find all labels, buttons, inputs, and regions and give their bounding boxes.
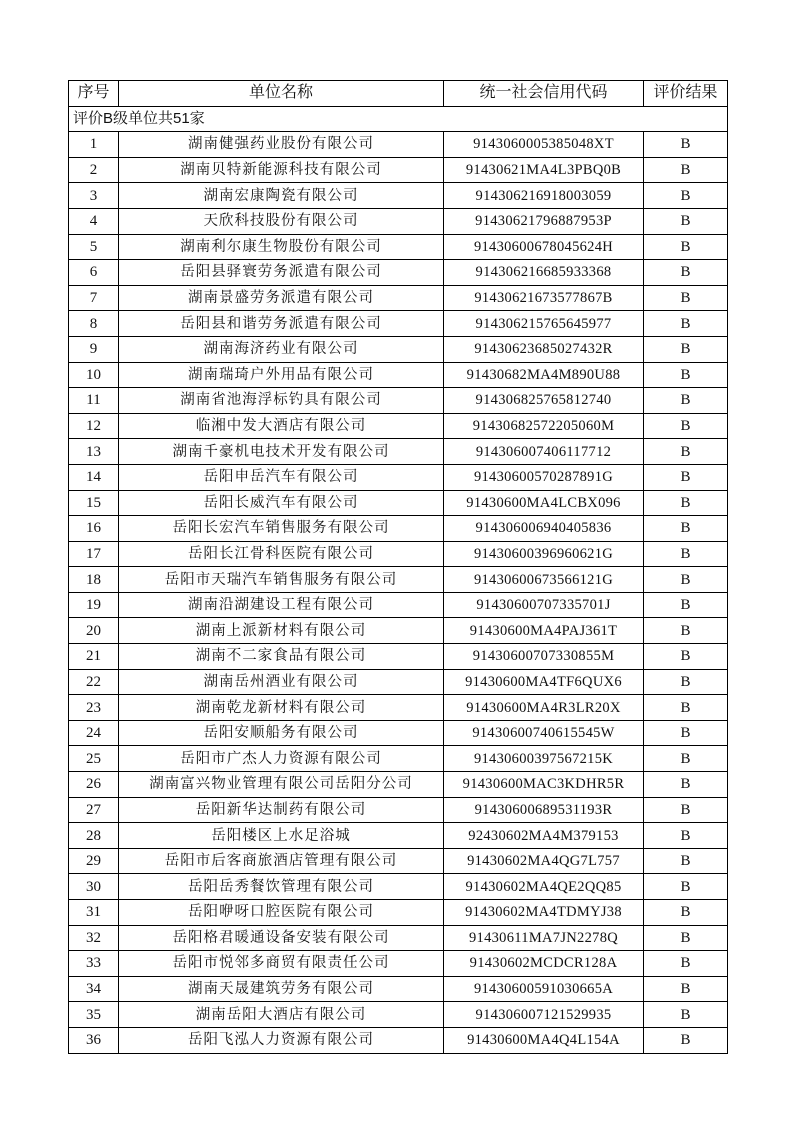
rating-result: B (644, 874, 728, 900)
row-number: 30 (69, 874, 119, 900)
rating-result: B (644, 234, 728, 260)
rating-result: B (644, 388, 728, 414)
credit-code: 91430600MA4R3LR20X (444, 695, 644, 721)
row-number: 26 (69, 772, 119, 798)
company-name: 湖南海济药业有限公司 (119, 336, 444, 362)
row-number: 14 (69, 464, 119, 490)
table-row (69, 183, 728, 209)
table-row (69, 516, 728, 542)
row-number: 18 (69, 567, 119, 593)
table-row (69, 208, 728, 234)
row-number: 10 (69, 362, 119, 388)
credit-code: 914306007406117712 (444, 439, 644, 465)
company-name: 临湘中发大酒店有限公司 (119, 413, 444, 439)
rating-result: B (644, 311, 728, 337)
table-row (69, 618, 728, 644)
company-name: 天欣科技股份有限公司 (119, 208, 444, 234)
company-name: 岳阳安顺船务有限公司 (119, 720, 444, 746)
row-number: 5 (69, 234, 119, 260)
row-number: 16 (69, 516, 119, 542)
company-name: 岳阳长江骨科医院有限公司 (119, 541, 444, 567)
row-number: 29 (69, 848, 119, 874)
company-name: 湖南利尔康生物股份有限公司 (119, 234, 444, 260)
rating-result: B (644, 439, 728, 465)
company-name: 岳阳县驿寰劳务派遣有限公司 (119, 260, 444, 286)
credit-code: 91430682MA4M890U88 (444, 362, 644, 388)
table-row (69, 132, 728, 158)
credit-code: 91430600MA4TF6QUX6 (444, 669, 644, 695)
credit-code: 91430621673577867B (444, 285, 644, 311)
credit-code: 914306216918003059 (444, 183, 644, 209)
company-name: 湖南上派新材料有限公司 (119, 618, 444, 644)
credit-code: 91430600678045624H (444, 234, 644, 260)
rating-result: B (644, 541, 728, 567)
table-row (69, 541, 728, 567)
company-name: 岳阳长威汽车有限公司 (119, 490, 444, 516)
rating-result: B (644, 976, 728, 1002)
credit-code: 91430602MA4QG7L757 (444, 848, 644, 874)
credit-code: 91430600396960621G (444, 541, 644, 567)
credit-code: 91430600673566121G (444, 567, 644, 593)
table-row (69, 951, 728, 977)
company-name: 湖南岳阳大酒店有限公司 (119, 1002, 444, 1028)
company-name: 湖南不二家食品有限公司 (119, 644, 444, 670)
table-row (69, 413, 728, 439)
company-name: 岳阳市后客商旅酒店管理有限公司 (119, 848, 444, 874)
credit-code: 91430600MA4PAJ361T (444, 618, 644, 644)
credit-code: 91430600397567215K (444, 746, 644, 772)
company-name: 湖南瑞琦户外用品有限公司 (119, 362, 444, 388)
row-number: 20 (69, 618, 119, 644)
rating-result: B (644, 925, 728, 951)
row-number: 35 (69, 1002, 119, 1028)
table-row (69, 464, 728, 490)
rating-result: B (644, 644, 728, 670)
table-row (69, 695, 728, 721)
header-name: 单位名称 (119, 81, 444, 107)
table-row (69, 567, 728, 593)
company-name: 湖南景盛劳务派遣有限公司 (119, 285, 444, 311)
company-name: 湖南千豪机电技术开发有限公司 (119, 439, 444, 465)
section-row (69, 106, 728, 132)
company-name: 湖南省池海浮标钓具有限公司 (119, 388, 444, 414)
company-name: 湖南沿湖建设工程有限公司 (119, 592, 444, 618)
credit-code: 91430611MA7JN2278Q (444, 925, 644, 951)
company-name: 岳阳申岳汽车有限公司 (119, 464, 444, 490)
rating-result: B (644, 285, 728, 311)
row-number: 25 (69, 746, 119, 772)
rating-table (68, 80, 728, 1054)
rating-result: B (644, 772, 728, 798)
section-title: 评价B级单位共51家 (69, 106, 728, 132)
company-name: 湖南健强药业股份有限公司 (119, 132, 444, 158)
row-number: 33 (69, 951, 119, 977)
rating-result: B (644, 490, 728, 516)
table-row (69, 823, 728, 849)
rating-result: B (644, 260, 728, 286)
table-row (69, 746, 728, 772)
company-name: 岳阳格君暖通设备安装有限公司 (119, 925, 444, 951)
row-number: 1 (69, 132, 119, 158)
company-name: 岳阳飞泓人力资源有限公司 (119, 1027, 444, 1053)
credit-code: 91430621MA4L3PBQ0B (444, 157, 644, 183)
table-row (69, 644, 728, 670)
row-number: 28 (69, 823, 119, 849)
header-no: 序号 (69, 81, 119, 107)
row-number: 17 (69, 541, 119, 567)
credit-code: 91430602MA4QE2QQ85 (444, 874, 644, 900)
rating-result: B (644, 567, 728, 593)
header-row (69, 81, 728, 107)
credit-code: 91430600740615545W (444, 720, 644, 746)
rating-result: B (644, 413, 728, 439)
table-row (69, 1002, 728, 1028)
row-number: 7 (69, 285, 119, 311)
rating-result: B (644, 848, 728, 874)
rating-result: B (644, 516, 728, 542)
company-name: 岳阳市天瑞汽车销售服务有限公司 (119, 567, 444, 593)
row-number: 19 (69, 592, 119, 618)
credit-code: 92430602MA4M379153 (444, 823, 644, 849)
row-number: 2 (69, 157, 119, 183)
table-row (69, 592, 728, 618)
credit-code: 91430600MA4Q4L154A (444, 1027, 644, 1053)
rating-result: B (644, 464, 728, 490)
rating-result: B (644, 1027, 728, 1053)
credit-code: 91430621796887953P (444, 208, 644, 234)
rating-result: B (644, 695, 728, 721)
row-number: 23 (69, 695, 119, 721)
table-row (69, 311, 728, 337)
table-row (69, 669, 728, 695)
credit-code: 914306007121529935 (444, 1002, 644, 1028)
row-number: 9 (69, 336, 119, 362)
company-name: 湖南乾龙新材料有限公司 (119, 695, 444, 721)
table-row (69, 797, 728, 823)
rating-result: B (644, 618, 728, 644)
credit-code: 91430600707330855M (444, 644, 644, 670)
row-number: 34 (69, 976, 119, 1002)
table-row (69, 976, 728, 1002)
company-name: 湖南岳州酒业有限公司 (119, 669, 444, 695)
table-row (69, 490, 728, 516)
row-number: 3 (69, 183, 119, 209)
row-number: 27 (69, 797, 119, 823)
credit-code: 91430600MA4LCBX096 (444, 490, 644, 516)
credit-code: 91430623685027432R (444, 336, 644, 362)
credit-code: 91430600689531193R (444, 797, 644, 823)
rating-result: B (644, 157, 728, 183)
table-row (69, 720, 728, 746)
credit-code: 91430600591030665A (444, 976, 644, 1002)
row-number: 21 (69, 644, 119, 670)
row-number: 12 (69, 413, 119, 439)
credit-code: 9143060005385048XT (444, 132, 644, 158)
company-name: 岳阳咿呀口腔医院有限公司 (119, 900, 444, 926)
row-number: 22 (69, 669, 119, 695)
row-number: 31 (69, 900, 119, 926)
table-row (69, 1027, 728, 1053)
table-row (69, 772, 728, 798)
table-row (69, 260, 728, 286)
credit-code: 91430602MCDCR128A (444, 951, 644, 977)
rating-result: B (644, 132, 728, 158)
row-number: 32 (69, 925, 119, 951)
credit-code: 914306825765812740 (444, 388, 644, 414)
rating-result: B (644, 797, 728, 823)
table-row (69, 234, 728, 260)
table-row (69, 157, 728, 183)
company-name: 岳阳岳秀餐饮管理有限公司 (119, 874, 444, 900)
table-row (69, 362, 728, 388)
company-name: 岳阳市广杰人力资源有限公司 (119, 746, 444, 772)
rating-result: B (644, 746, 728, 772)
table-row (69, 925, 728, 951)
row-number: 24 (69, 720, 119, 746)
rating-result: B (644, 669, 728, 695)
credit-code: 91430600707335701J (444, 592, 644, 618)
table-row (69, 848, 728, 874)
rating-result: B (644, 208, 728, 234)
credit-code: 914306006940405836 (444, 516, 644, 542)
company-name: 岳阳长宏汽车销售服务有限公司 (119, 516, 444, 542)
rating-result: B (644, 592, 728, 618)
credit-code: 91430600MAC3KDHR5R (444, 772, 644, 798)
table-row (69, 874, 728, 900)
credit-code: 914306216685933368 (444, 260, 644, 286)
table-row (69, 439, 728, 465)
row-number: 36 (69, 1027, 119, 1053)
row-number: 8 (69, 311, 119, 337)
table-row (69, 285, 728, 311)
rating-result: B (644, 951, 728, 977)
rating-result: B (644, 823, 728, 849)
table-row (69, 336, 728, 362)
credit-code: 91430602MA4TDMYJ38 (444, 900, 644, 926)
company-name: 岳阳楼区上水足浴城 (119, 823, 444, 849)
header-code: 统一社会信用代码 (444, 81, 644, 107)
credit-code: 91430600570287891G (444, 464, 644, 490)
row-number: 13 (69, 439, 119, 465)
rating-result: B (644, 362, 728, 388)
company-name: 岳阳县和谐劳务派遣有限公司 (119, 311, 444, 337)
rating-result: B (644, 900, 728, 926)
row-number: 15 (69, 490, 119, 516)
rating-result: B (644, 336, 728, 362)
row-number: 6 (69, 260, 119, 286)
credit-code: 91430682572205060M (444, 413, 644, 439)
company-name: 湖南贝特新能源科技有限公司 (119, 157, 444, 183)
row-number: 11 (69, 388, 119, 414)
company-name: 湖南天晟建筑劳务有限公司 (119, 976, 444, 1002)
table-row (69, 900, 728, 926)
company-name: 湖南富兴物业管理有限公司岳阳分公司 (119, 772, 444, 798)
company-name: 岳阳市悦邻多商贸有限责任公司 (119, 951, 444, 977)
rating-result: B (644, 1002, 728, 1028)
header-result: 评价结果 (644, 81, 728, 107)
table-row (69, 388, 728, 414)
company-name: 岳阳新华达制药有限公司 (119, 797, 444, 823)
row-number: 4 (69, 208, 119, 234)
rating-result: B (644, 720, 728, 746)
company-name: 湖南宏康陶瓷有限公司 (119, 183, 444, 209)
rating-result: B (644, 183, 728, 209)
credit-code: 914306215765645977 (444, 311, 644, 337)
